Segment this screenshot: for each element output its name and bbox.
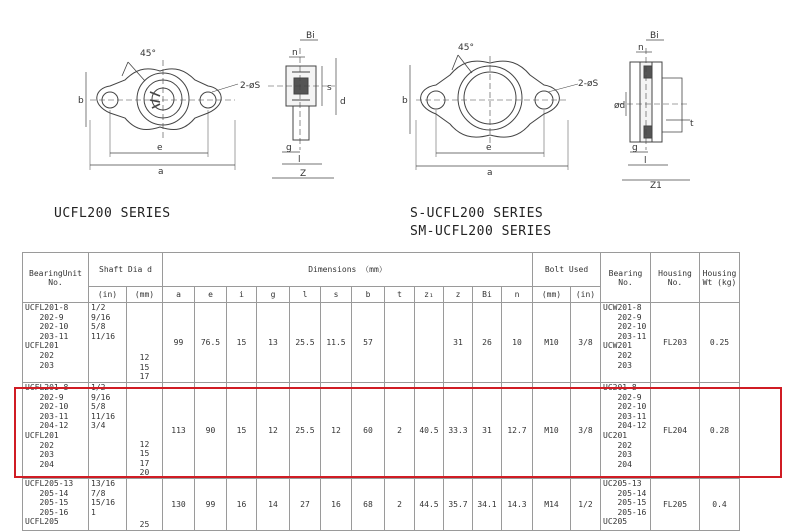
right-hole-label: 2-øS [578, 79, 599, 89]
cell-t: 2 [385, 383, 415, 479]
header-housing-no: Housing No. [651, 253, 700, 303]
left-bi-label: Bi [306, 31, 315, 41]
left-s-label: s [327, 83, 332, 93]
cell-shaft-in: 1/2 9/16 5/8 11/16 3/4 [89, 383, 127, 479]
cell-z: 33.3 [444, 383, 473, 479]
cell-t: 2 [385, 479, 415, 531]
cell-housing: FL204 [651, 383, 700, 479]
cell-wt: 0.25 [700, 303, 740, 383]
cell-i: 15 [227, 383, 257, 479]
cell-e: 76.5 [195, 303, 227, 383]
cell-e: 90 [195, 383, 227, 479]
cell-l: 25.5 [290, 383, 321, 479]
sub-t: t [385, 287, 415, 303]
cell-s: 12 [321, 383, 352, 479]
cell-z1: 44.5 [415, 479, 444, 531]
cell-i: 16 [227, 479, 257, 531]
cell-a: 99 [163, 303, 195, 383]
table-row-highlighted [23, 383, 740, 479]
cell-b: 57 [352, 303, 385, 383]
left-b-label: b [78, 96, 84, 106]
left-angle-label: 45° [140, 49, 156, 59]
sub-l: l [290, 287, 321, 303]
left-a-label: a [158, 167, 164, 177]
cell-wt: 0.4 [700, 479, 740, 531]
right-n-label: n [638, 43, 644, 53]
cell-t [385, 303, 415, 383]
cell-a: 113 [163, 383, 195, 479]
right-l-label: l [644, 156, 647, 166]
cell-bolt-in: 3/8 [571, 383, 601, 479]
cell-l: 25.5 [290, 303, 321, 383]
cell-n: 10 [502, 303, 533, 383]
header-shaft-dia: Shaft Dia d [89, 253, 163, 287]
left-g-label: g [286, 143, 292, 153]
header-bolt-used: Bolt Used [533, 253, 601, 287]
sub-mm: (mm) [127, 287, 163, 303]
cell-bolt-in: 3/8 [571, 303, 601, 383]
cell-bolt-in: 1/2 [571, 479, 601, 531]
series-title-left: UCFL200 SERIES [54, 206, 171, 221]
sub-i: i [227, 287, 257, 303]
cell-bolt-mm: M10 [533, 383, 571, 479]
right-z1-label: Z1 [650, 181, 662, 191]
right-b-label: b [402, 96, 408, 106]
cell-unit: UCFL201-8 202-9 202-10 203-11 UCFL201 202 203 [23, 303, 89, 383]
header-bearing-no: Bearing No. [601, 253, 651, 303]
left-flange-front-view [86, 60, 238, 170]
sub-a: a [163, 287, 195, 303]
cell-a: 130 [163, 479, 195, 531]
sub-bolt-in: (in) [571, 287, 601, 303]
right-flange-front-view [410, 55, 578, 170]
right-a-label: a [487, 168, 493, 178]
table-row [23, 479, 740, 531]
sub-bi: Bi [473, 287, 502, 303]
cell-z: 35.7 [444, 479, 473, 531]
cell-shaft-in: 1/2 9/16 5/8 11/16 [89, 303, 127, 383]
sub-bolt-mm: (mm) [533, 287, 571, 303]
series-title-right-2: SM-UCFL200 SERIES [410, 224, 552, 239]
cell-l: 27 [290, 479, 321, 531]
sub-in: (in) [89, 287, 127, 303]
left-z-label: Z [300, 169, 307, 179]
right-angle-label: 45° [458, 43, 474, 53]
table-row [23, 303, 740, 383]
cell-s: 16 [321, 479, 352, 531]
sub-n: n [502, 287, 533, 303]
cell-bearing: UCW201-8 202-9 202-10 203-11 UCW201 202 203 [601, 303, 651, 383]
cell-unit: UCFL201-8 202-9 202-10 203-11 204-12 UCFL201 202 203 204 [23, 383, 89, 479]
right-d-label: ød [614, 101, 626, 111]
right-bi-label: Bi [650, 31, 659, 41]
cell-b: 60 [352, 383, 385, 479]
left-n-label: n [292, 48, 298, 58]
series-title-right-1: S-UCFL200 SERIES [410, 206, 544, 221]
cell-shaft-mm: 25 [127, 479, 163, 531]
spec-table [22, 252, 740, 531]
cell-e: 99 [195, 479, 227, 531]
right-e-label: e [486, 143, 492, 153]
cell-g: 13 [257, 303, 290, 383]
cell-shaft-mm: 12 15 17 20 [127, 383, 163, 479]
cell-shaft-in: 13/16 7/8 15/16 1 [89, 479, 127, 531]
left-hole-label: 2-øS [240, 81, 261, 91]
cell-z1 [415, 303, 444, 383]
cell-g: 12 [257, 383, 290, 479]
right-side-section-view [618, 40, 690, 180]
cell-z: 31 [444, 303, 473, 383]
cell-z1: 40.5 [415, 383, 444, 479]
sub-b: b [352, 287, 385, 303]
sub-e: e [195, 287, 227, 303]
cell-bolt-mm: M14 [533, 479, 571, 531]
sub-s: s [321, 287, 352, 303]
cell-bearing: UC205-13 205-14 205-15 205-16 UC205 [601, 479, 651, 531]
cell-housing: FL203 [651, 303, 700, 383]
header-housing-wt: Housing Wt (kg) [700, 253, 740, 303]
cell-bolt-mm: M10 [533, 303, 571, 383]
cell-g: 14 [257, 479, 290, 531]
cell-s: 11.5 [321, 303, 352, 383]
right-t-label: t [690, 119, 694, 129]
cell-n: 12.7 [502, 383, 533, 479]
cell-unit: UCFL205-13 205-14 205-15 205-16 UCFL205 [23, 479, 89, 531]
cell-i: 15 [227, 303, 257, 383]
left-d-label: d [340, 97, 346, 107]
cell-bi: 34.1 [473, 479, 502, 531]
cell-b: 68 [352, 479, 385, 531]
sub-g: g [257, 287, 290, 303]
cell-bi: 31 [473, 383, 502, 479]
left-side-section-view [268, 40, 336, 178]
cell-n: 14.3 [502, 479, 533, 531]
sub-z: z [444, 287, 473, 303]
sub-z1: z₁ [415, 287, 444, 303]
header-bearing-unit: BearingUnit No. [23, 253, 89, 303]
left-e-label: e [157, 143, 163, 153]
header-dimensions: Dimensions （mm） [163, 253, 533, 287]
cell-housing: FL205 [651, 479, 700, 531]
cell-shaft-mm: 12 15 17 [127, 303, 163, 383]
cell-bearing: UC201-8 202-9 202-10 203-11 204-12 UC201 202 203 204 [601, 383, 651, 479]
cell-wt: 0.28 [700, 383, 740, 479]
right-g-label: g [632, 143, 638, 153]
cell-bi: 26 [473, 303, 502, 383]
left-l-label: l [298, 155, 301, 165]
